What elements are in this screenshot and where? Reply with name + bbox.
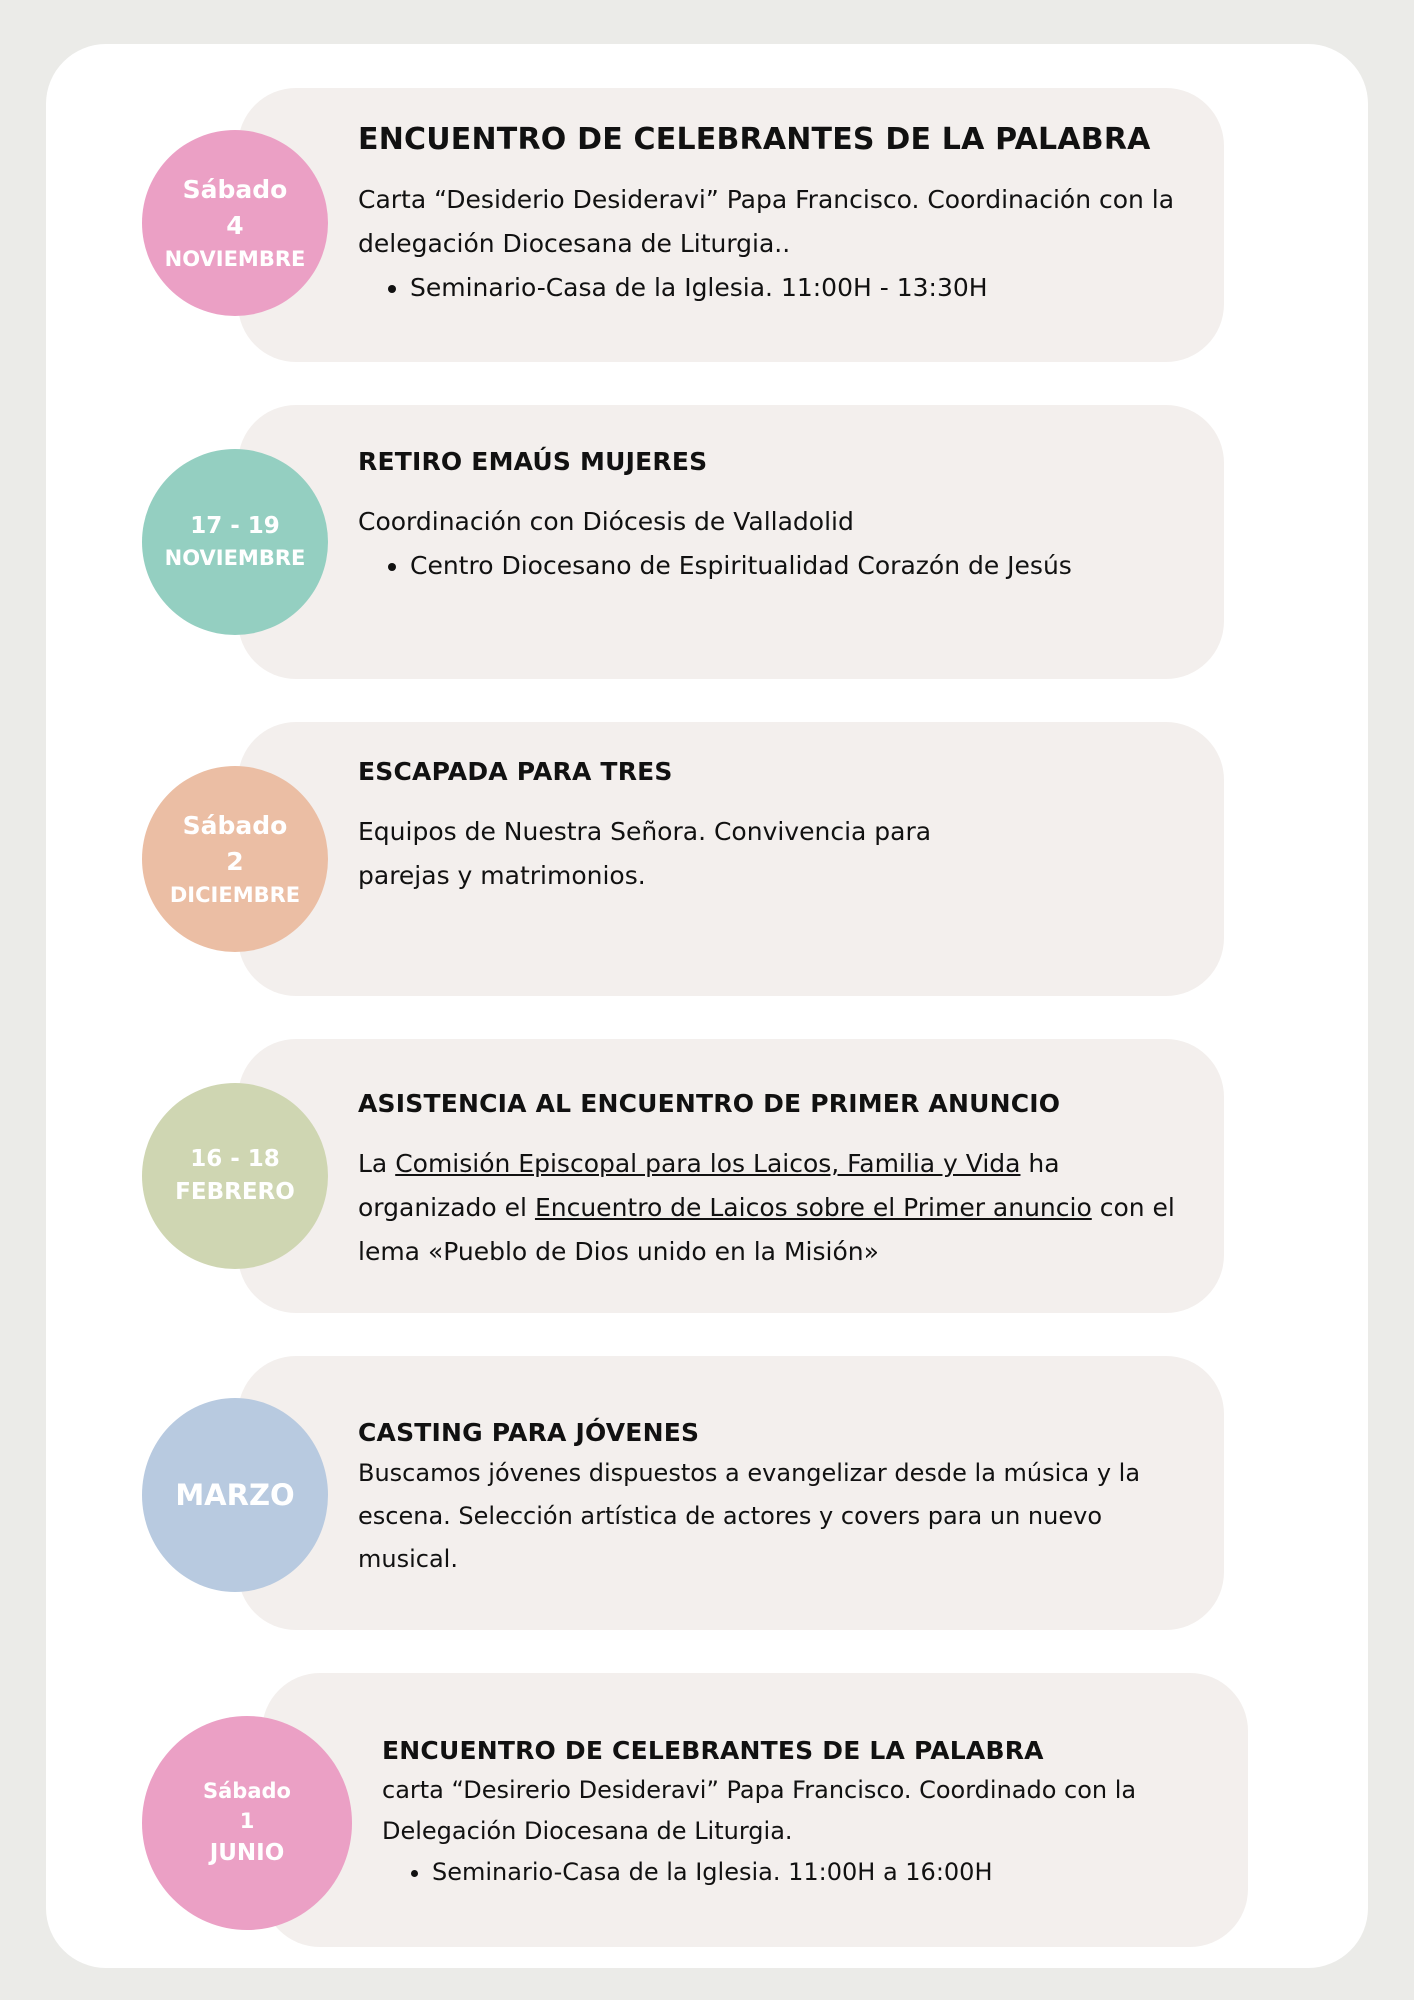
event-content <box>382 1732 1202 1893</box>
description-text: con el lema «Pueblo de Dios unido en la Misión» <box>358 1193 1175 1266</box>
date-day: 4 <box>226 210 244 240</box>
event-title: ESCAPADA PARA TRES <box>358 757 673 786</box>
event-details <box>358 544 1188 588</box>
event-details <box>382 1852 1202 1893</box>
event-description: Carta “Desiderio Desideravi” Papa Francisco. Coordinación con la delegación Diocesana de Liturgia.. <box>358 185 1175 258</box>
event-content <box>358 752 1188 898</box>
date-month: NOVIEMBRE <box>164 247 306 272</box>
date-day: 1 <box>239 1809 255 1834</box>
event-description: Buscamos jóvenes dispuestos a evangelizar desde la música y la escena. Selección artística de actores y covers para un nuevo musical. <box>358 1459 1141 1573</box>
event-location: • Centro Diocesano de Espiritualidad Corazón de Jesús <box>410 544 1188 588</box>
event-title: ENCUENTRO DE CELEBRANTES DE LA PALABRA <box>382 1736 1044 1765</box>
date-weekday: Sábado <box>203 1778 291 1803</box>
event-description <box>358 810 1188 898</box>
date-month: DICIEMBRE <box>169 883 301 908</box>
event-content <box>358 118 1188 310</box>
date-days: 16 - 18 <box>190 1145 280 1172</box>
event-content <box>358 1414 1188 1581</box>
event-description: carta “Desirerio Desideravi” Papa Francisco. Coordinado con la Delegación Diocesana de Liturgia. <box>382 1776 1137 1845</box>
date-day: 2 <box>226 846 244 876</box>
description-line: parejas y matrimonios. <box>358 861 646 890</box>
date-month: FEBRERO <box>175 1179 295 1205</box>
date-weekday: Sábado <box>182 174 288 204</box>
description-line: Equipos de Nuestra Señora. Convivencia para <box>358 817 932 846</box>
date-weekday: Sábado <box>182 810 288 840</box>
event-title: RETIRO EMAÚS MUJERES <box>358 447 708 476</box>
date-badge <box>142 449 328 635</box>
event-content <box>358 1084 1188 1274</box>
event-description <box>358 1142 1188 1274</box>
date-badge <box>142 130 328 316</box>
event-description: Coordinación con Diócesis de Valladolid <box>358 507 854 536</box>
event-title: ASISTENCIA AL ENCUENTRO DE PRIMER ANUNCIO <box>358 1089 1061 1118</box>
description-text: ha organizado el <box>358 1149 1060 1222</box>
event-details <box>358 266 1188 310</box>
date-badge <box>142 1083 328 1269</box>
event-content <box>358 442 1188 588</box>
event-title: CASTING PARA JÓVENES <box>358 1418 700 1447</box>
event-location: • Seminario-Casa de la Iglesia. 11:00H - 13:30H <box>410 266 1188 310</box>
date-badge <box>142 766 328 952</box>
date-month: JUNIO <box>209 1839 285 1866</box>
encounter-link[interactable]: Encuentro de Laicos sobre el Primer anuncio <box>534 1193 1092 1222</box>
event-location: • Seminario-Casa de la Iglesia. 11:00H a 16:00H <box>432 1852 1202 1893</box>
date-badge <box>142 1398 328 1592</box>
commission-link[interactable]: Comisión Episcopal para los Laicos, Familia y Vida <box>395 1149 1021 1178</box>
date-days: 17 - 19 <box>190 513 280 540</box>
event-title: ENCUENTRO DE CELEBRANTES DE LA PALABRA <box>358 122 1151 157</box>
description-text: La <box>358 1149 396 1178</box>
date-badge <box>142 1716 352 1930</box>
date-month: NOVIEMBRE <box>164 546 306 571</box>
date-month: MARZO <box>175 1477 295 1512</box>
